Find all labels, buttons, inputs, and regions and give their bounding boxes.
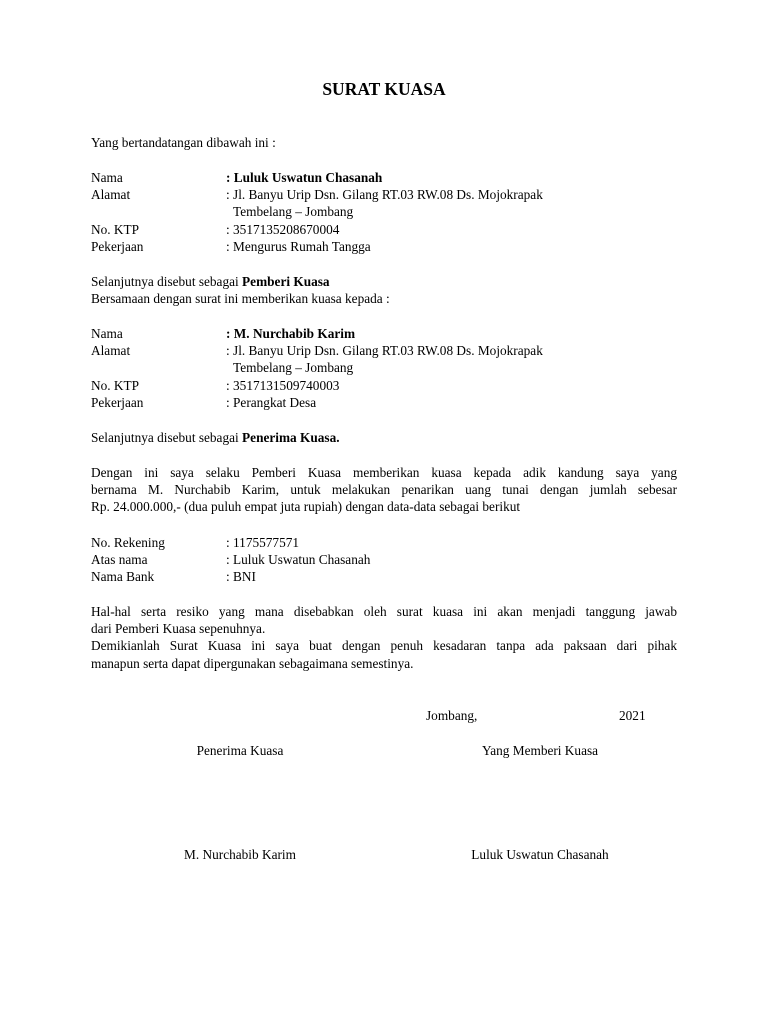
- pemberi-alamat-row: [91, 186, 677, 203]
- label-bank: Nama Bank: [91, 569, 155, 585]
- label-nama: Nama: [91, 170, 123, 185]
- penerima-pekerjaan-row: [91, 394, 677, 411]
- intro-text: Yang bertandatangan dibawah ini :: [91, 135, 276, 150]
- label-rekening: No. Rekening: [91, 535, 165, 550]
- pemberi-signature-name: Luluk Uswatun Chasanah: [471, 847, 609, 862]
- penerima-ktp: : 3517131509740003: [226, 377, 340, 393]
- place-text: Jombang,: [426, 708, 478, 723]
- pemberi-pekerjaan-row: [91, 238, 677, 255]
- penerima-alamat-line-2: Tembelang – Jombang: [233, 360, 354, 376]
- label-alamat: Alamat: [91, 187, 131, 203]
- bersamaan-text: Bersamaan dengan surat ini memberikan kuasa kepada :: [91, 291, 390, 307]
- label-pekerjaan: Pekerjaan: [91, 394, 144, 410]
- penerima-alamat-line-1: : Jl. Banyu Urip Dsn. Gilang RT.03 RW.08 Ds. Mojokrapak: [226, 343, 543, 359]
- pemberi-ktp: : 3517135208670004: [226, 221, 340, 237]
- pemberi-identity-block: [91, 169, 677, 255]
- atas-nama-row: [91, 551, 677, 568]
- pemberi-nama-row: [91, 169, 677, 186]
- bank-value: : BNI: [226, 569, 256, 585]
- year-text: 2021: [619, 708, 646, 723]
- rekening-value: : 1175577571: [226, 535, 300, 550]
- label-ktp: No. KTP: [91, 221, 140, 237]
- label-nama: Nama: [91, 326, 123, 341]
- penerima-role: Penerima Kuasa: [196, 743, 284, 758]
- pemberi-pekerjaan: : Mengurus Rumah Tangga: [226, 238, 371, 254]
- pemberi-role: Yang Memberi Kuasa: [481, 743, 599, 758]
- label-alamat: Alamat: [91, 343, 131, 359]
- penerima-nama: : M. Nurchabib Karim: [226, 326, 356, 341]
- bank-data-block: [91, 534, 677, 586]
- label-atas-nama: Atas nama: [91, 552, 148, 568]
- label-pekerjaan: Pekerjaan: [91, 238, 144, 254]
- rekening-row: [91, 534, 677, 551]
- label-ktp: No. KTP: [91, 377, 140, 393]
- penerima-nama-row: [91, 325, 677, 342]
- penerima-alamat-row: [91, 342, 677, 359]
- paragraph-closing: Hal-hal serta resiko yang mana disebabkan oleh surat kuasa ini akan menjadi tanggung jawab dari Pemberi Kuasa sepenuhnya. Demikianlah Surat Kuasa ini saya buat dengan penuh kesadaran tanpa ada paksaan dari pihak manapun serta dapat dipergunakan sebagaimana semestinya.: [91, 604, 677, 671]
- penerima-pekerjaan: : Perangkat Desa: [226, 394, 317, 410]
- atas-nama-value: : Luluk Uswatun Chasanah: [226, 552, 371, 568]
- document-title: SURAT KUASA: [322, 79, 446, 99]
- pemberi-alamat-line-2: Tembelang – Jombang: [233, 204, 354, 220]
- penerima-identity-block: [91, 325, 677, 411]
- bank-row: [91, 568, 677, 585]
- pemberi-alamat-line-1: : Jl. Banyu Urip Dsn. Gilang RT.03 RW.08 Ds. Mojokrapak: [226, 187, 543, 203]
- penerima-signature-name: M. Nurchabib Karim: [184, 847, 296, 862]
- penerima-ktp-row: [91, 377, 677, 394]
- paragraph-authorization: Dengan ini saya selaku Pemberi Kuasa memberikan kuasa kepada adik kandung saya yang bernama M. Nurchabib Karim, untuk melakukan penarikan uang tunai dengan jumlah sebesar Rp. 24.000.000,- (dua puluh empat juta rupiah) dengan data-data sebagai berikut: [91, 465, 677, 515]
- pemberi-nama: : Luluk Uswatun Chasanah: [226, 170, 383, 185]
- pemberi-designation: Selanjutnya disebut sebagai Pemberi Kuasa Bersamaan dengan surat ini memberikan kuasa kepada :: [91, 273, 677, 307]
- penerima-designation: Selanjutnya disebut sebagai Penerima Kuasa.: [91, 430, 340, 445]
- pemberi-ktp-row: [91, 221, 677, 238]
